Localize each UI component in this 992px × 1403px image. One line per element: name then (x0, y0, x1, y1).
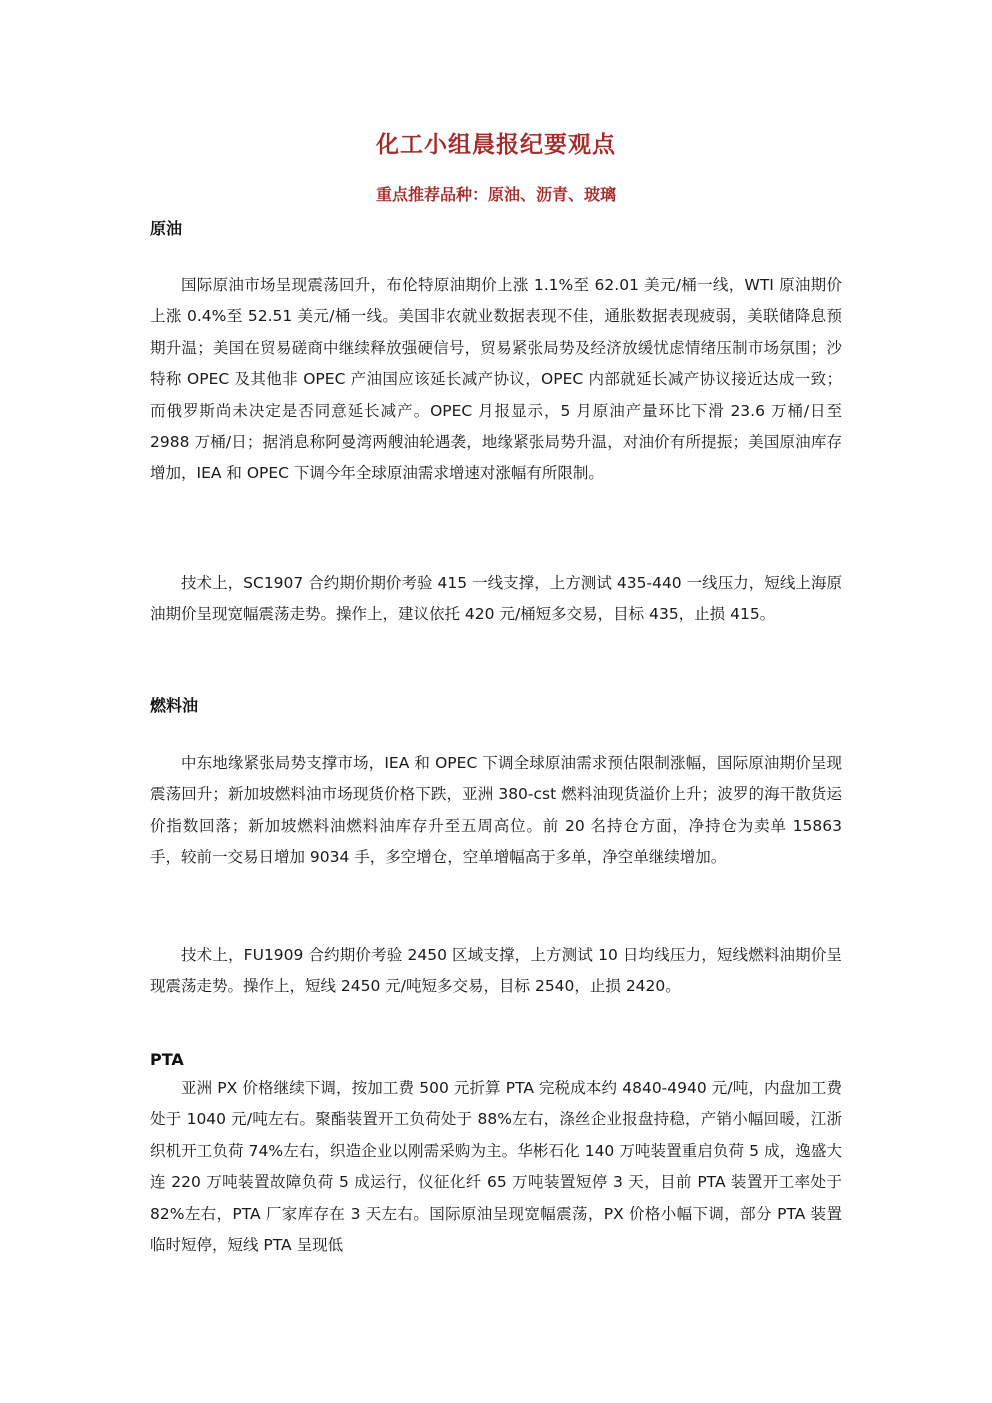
paragraph-fuel-oil-technical: 技术上，FU1909 合约期价考验 2450 区域支撑，上方测试 10 日均线压力，短线燃料油期价呈现震荡走势。操作上，短线 2450 元/吨短多交易，目标 2540，止损 2420。 (150, 946, 842, 996)
section-heading-fuel-oil: 燃料油 (150, 696, 199, 715)
page-subtitle: 重点推荐品种：原油、沥青、玻璃 (375, 185, 616, 204)
paragraph-crude-oil-market: 国际原油市场呈现震荡回升，布伦特原油期价上涨 1.1%至 62.01 美元/桶一线，WTI 原油期价上涨 0.4%至 52.51 美元/桶一线。美国非农就业数据表现不佳，通胀数据表现疲弱，美联储降息预期升温；美国在贸易磋商中继续释放强硬信号，贸易紧张局势及经济放缓忧虑情绪压制市场氛围；沙特称 OPEC 及其他非 OPEC 产油国应该延长减产协议，OPEC 内部就延长减产协议接近达成一致；而俄罗斯尚未决定是否同意延长减产。OPEC 月报显示，5 月原油产量环比下滑 23.6 万桶/日至 2988 万桶/日；据消息称阿曼湾两艘油轮遇袭，地缘紧张局势升温，对油价有所提振；美国原油库存增加，IEA 和 OPEC 下调今年全球原油需求增速对涨幅有所限制。 (150, 276, 842, 483)
section-heading-crude-oil: 原油 (150, 219, 183, 238)
paragraph-pta-market: 亚洲 PX 价格继续下调，按加工费 500 元折算 PTA 完税成本约 4840-4940 元/吨，内盘加工费处于 1040 元/吨左右。聚酯装置开工负荷处于 88%左右，涤丝企业报盘持稳，产销小幅回暖，江浙织机开工负荷 74%左右，织造企业以刚需采购为主。华彬石化 140 万吨装置重启负荷 5 成，逸盛大连 220 万吨装置故障负荷 5 成运行，仪征化纤 65 万吨装置短停 3 天，目前 PTA 装置开工率处于 82%左右，PTA 厂家库存在 3 天左右。国际原油呈现宽幅震荡，PX 价格小幅下调，部分 PTA 装置临时短停，短线 PTA 呈现低 (150, 1079, 842, 1255)
paragraph-crude-oil-technical: 技术上，SC1907 合约期价期价考验 415 一线支撑，上方测试 435-440 一线压力，短线上海原油期价呈现宽幅震荡走势。操作上，建议依托 420 元/桶短多交易，目标 435，止损 415。 (150, 574, 842, 624)
section-heading-pta: PTA (150, 1050, 184, 1069)
page-title: 化工小组晨报纪要观点 (376, 132, 616, 158)
paragraph-fuel-oil-market: 中东地缘紧张局势支撑市场，IEA 和 OPEC 下调全球原油需求预估限制涨幅，国际原油期价呈现震荡回升；新加坡燃料油市场现货价格下跌，亚洲 380-cst 燃料油现货溢价上升；波罗的海干散货运价指数回落；新加坡燃料油燃料油库存升至五周高位。前 20 名持仓方面，净持仓为卖单 15863 手，较前一交易日增加 9034 手，多空增仓，空单增幅高于多单，净空单继续增加。 (150, 754, 842, 867)
